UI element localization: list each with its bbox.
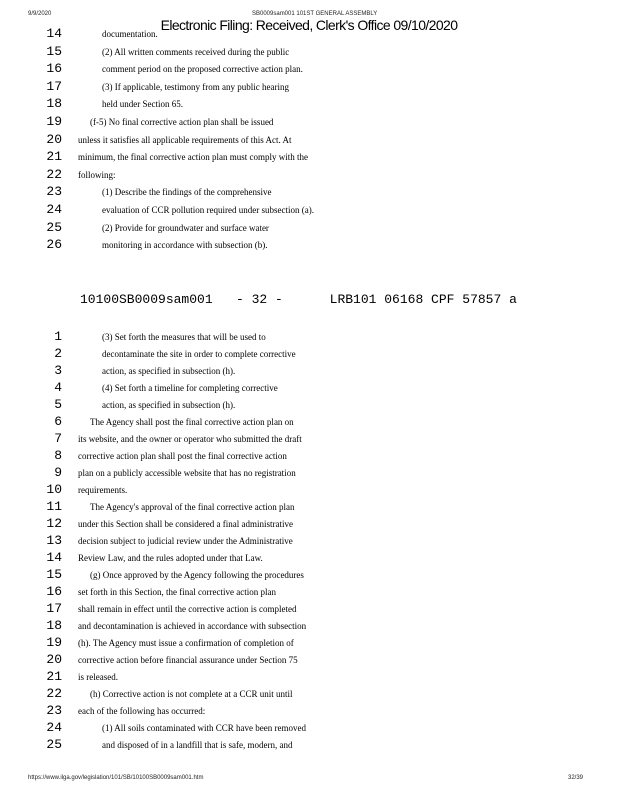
line-text: (2) All written comments received during the public (102, 46, 290, 57)
line-text: shall remain in effect until the corrective action is completed (78, 604, 297, 614)
line-text: unless it satisfies all applicable requirements of this Act. At (78, 134, 292, 145)
page-header: 10100SB0009sam001 - 32 - LRB101 06168 CPF 57857 a (80, 292, 517, 307)
line-number: 12 (46, 516, 62, 531)
line-text: (1) All soils contaminated with CCR have been removed (102, 723, 306, 733)
line-text: comment period on the proposed corrective action plan. (102, 64, 303, 75)
line-text: (4) Set forth a timeline for completing corrective (102, 383, 278, 393)
line-number: 3 (54, 363, 62, 378)
line-number: 14 (46, 550, 62, 565)
line-text: (2) Provide for groundwater and surface water (102, 222, 269, 233)
line-text: and decontamination is achieved in accordance with subsection (78, 621, 307, 631)
line-text: decontaminate the site in order to complete corrective (102, 349, 296, 359)
line-text: monitoring in accordance with subsection (b). (102, 240, 268, 251)
filing-stamp: Electronic Filing: Received, Clerk's Office 09/10/2020 (160, 17, 458, 33)
line-text: and disposed of in a landfill that is safe, modern, and (102, 740, 293, 750)
line-text: requirements. (78, 485, 128, 495)
line-text: plan on a publicly accessible website that has no registration (78, 468, 296, 478)
line-text: corrective action before financial assurance under Section 75 (78, 655, 298, 665)
line-text: held under Section 65. (102, 99, 183, 110)
line-text: (1) Describe the findings of the comprehensive (102, 187, 272, 198)
line-number: 24 (46, 720, 62, 735)
line-text: is released. (78, 672, 118, 682)
line-text: (f-5) No final corrective action plan shall be issued (90, 117, 274, 127)
line-text: Review Law, and the rules adopted under that Law. (78, 553, 263, 563)
line-text: decision subject to judicial review under the Administrative (78, 536, 293, 546)
line-number: 20 (46, 652, 62, 667)
browser-header-date: 9/9/2020 (28, 11, 52, 17)
line-text: evaluation of CCR pollution required under subsection (a). (102, 205, 314, 215)
line-number: 21 (46, 149, 62, 165)
line-text: following: (78, 169, 116, 180)
line-number: 14 (46, 26, 62, 41)
line-text: its website, and the owner or operator who submitted the draft (78, 434, 302, 444)
line-number: 13 (46, 533, 62, 548)
line-number: 26 (46, 237, 62, 253)
line-number: 18 (46, 96, 62, 112)
line-number: 9 (54, 465, 62, 480)
line-number: 20 (46, 131, 62, 147)
line-text: The Agency shall post the final corrective action plan on (90, 417, 294, 427)
line-text: documentation. (102, 29, 158, 39)
line-text: (h). The Agency must issue a confirmation of completion of (78, 638, 294, 648)
line-text: corrective action plan shall post the final corrective action (78, 451, 287, 461)
line-number: 6 (54, 414, 62, 429)
line-number: 15 (46, 567, 62, 582)
line-number: 19 (46, 635, 62, 650)
line-text: minimum, the final corrective action plan must comply with the (78, 152, 308, 163)
line-number: 17 (46, 601, 62, 616)
line-number: 25 (46, 219, 62, 235)
line-text: under this Section shall be considered a final administrative (78, 519, 293, 529)
line-number: 22 (46, 686, 62, 701)
line-text: action, as specified in subsection (h). (102, 366, 236, 376)
line-number: 8 (54, 448, 62, 463)
line-number: 4 (54, 380, 62, 395)
line-text: action, as specified in subsection (h). (102, 400, 236, 410)
line-number: 21 (46, 669, 62, 684)
line-number: 15 (46, 43, 62, 59)
line-text: The Agency's approval of the final corrective action plan (90, 502, 295, 512)
line-number: 25 (46, 737, 62, 752)
line-text: (3) If applicable, testimony from any public hearing (102, 81, 289, 92)
line-text: (3) Set forth the measures that will be used to (102, 332, 266, 342)
line-number: 7 (54, 431, 62, 446)
line-text: (h) Corrective action is not complete at a CCR unit until (90, 689, 293, 699)
browser-footer-page-count: 32/39 (568, 775, 584, 781)
line-number: 18 (46, 618, 62, 633)
line-number: 23 (46, 184, 62, 200)
line-number: 17 (46, 78, 62, 94)
line-number: 2 (54, 346, 62, 361)
line-number: 23 (46, 703, 62, 718)
line-number: 24 (46, 202, 62, 217)
line-number: 16 (46, 584, 62, 599)
line-text: each of the following has occurred: (78, 706, 206, 716)
line-text: set forth in this Section, the final corrective action plan (78, 587, 276, 597)
line-number: 22 (46, 166, 62, 182)
line-number: 5 (54, 397, 62, 412)
line-number: 10 (46, 482, 62, 497)
line-text: (g) Once approved by the Agency following the procedures (90, 570, 304, 580)
line-number: 11 (46, 499, 62, 514)
browser-footer-url[interactable]: https://www.ilga.gov/legislation/101/SB/10100SB0009sam001.htm (28, 775, 204, 781)
browser-header-title: SB0009sam001 101ST GENERAL ASSEMBLY (252, 11, 378, 17)
line-number: 19 (46, 114, 62, 129)
line-number: 1 (54, 329, 62, 344)
line-number: 16 (46, 61, 62, 77)
